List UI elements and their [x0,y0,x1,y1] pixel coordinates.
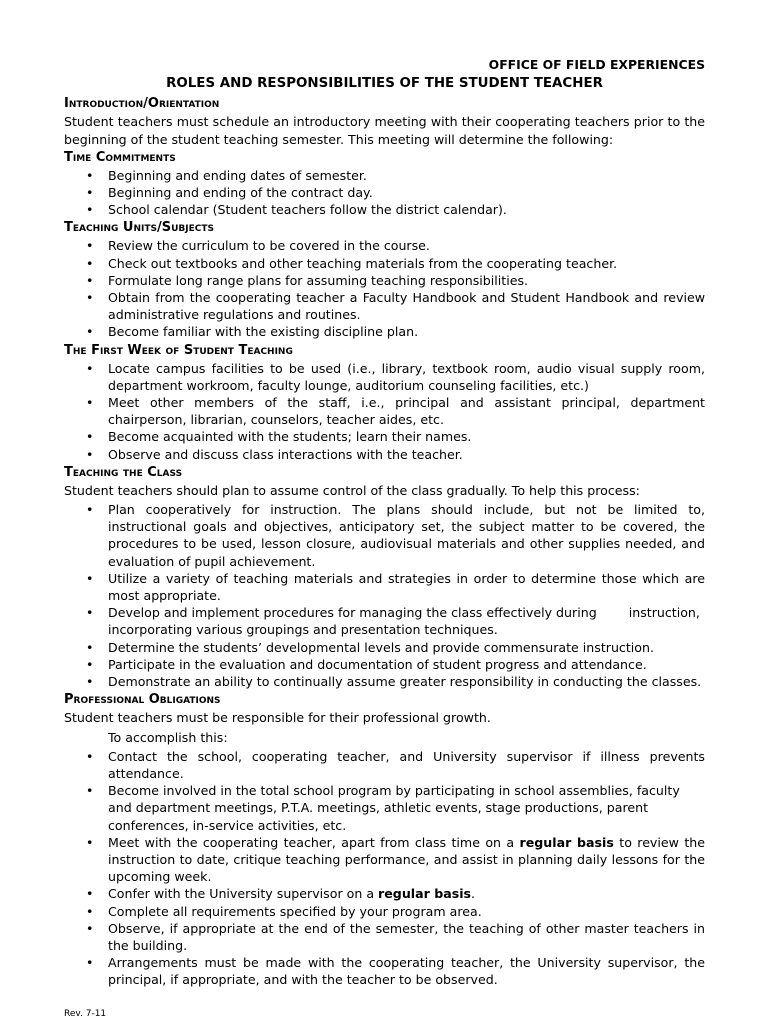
list-item: • Contact the school, cooperating teacher, and University supervisor if illness prevents attendance. [86,748,705,781]
bullet-icon: • [86,502,94,518]
teaching-units-list [64,237,705,340]
section-heading-time-commitments: Time Commitments [64,149,176,165]
list-item: • Meet with the cooperating teacher, apart from class time on a regular basis to review the instruction to date, critique teaching performance, and assist in planning daily lessons for the upcoming week. [86,834,705,885]
bullet-icon: • [86,748,94,764]
bullet-icon: • [86,903,94,919]
bullet-icon: • [86,272,94,288]
list-item: • Check out textbooks and other teaching materials from the cooperating teacher. [86,255,618,271]
office-heading: OFFICE OF FIELD EXPERIENCES [488,57,705,72]
bullet-icon: • [86,639,94,655]
list-item: • Develop and implement procedures for managing the class effectively during instruction, incorporating various groupings and presentation techniques. [86,605,700,638]
first-week-list [64,360,705,463]
bullet-icon: • [86,605,94,621]
list-item: • Beginning and ending dates of semester. [86,167,367,183]
list-item: • Determine the students’ developmental levels and provide commensurate instruction. [86,639,654,655]
list-item: • Become involved in the total school program by participating in school assemblies, faculty and department meetings, P.T.A. meetings, athletic events, stage productions, parent conferences, in-service activities, etc. [86,783,680,833]
section-heading-introduction: Introduction/Orientation [64,96,220,112]
bullet-icon: • [86,570,94,586]
bullet-icon: • [86,955,94,971]
teaching-class-intro: Student teachers should plan to assume control of the class gradually. To help this process: [64,482,640,498]
bullet-icon: • [86,429,94,445]
list-item: • Review the curriculum to be covered in the course. [86,238,430,254]
bullet-icon: • [86,290,94,306]
teaching-class-list [64,501,705,690]
list-item: • School calendar (Student teachers follow the district calendar). [86,202,507,218]
bullet-icon: • [86,360,94,376]
list-item: • Confer with the University supervisor on a regular basis. [86,886,476,902]
bullet-icon: • [86,446,94,462]
professional-intro-2: To accomplish this: [108,729,228,745]
list-item: • Become familiar with the existing discipline plan. [86,324,419,340]
list-item: • Demonstrate an ability to continually assume greater responsibility in conducting the classes. [86,674,702,690]
list-item: • Participate in the evaluation and documentation of student progress and attendance. [86,656,647,672]
list-item: • Complete all requirements specified by your program area. [86,903,482,919]
bullet-icon: • [86,185,94,201]
emphasis-regular-basis: regular basis [519,834,614,850]
bullet-icon: • [86,656,94,672]
bullet-icon: • [86,238,94,254]
list-item: • Locate campus facilities to be used (i.e., library, textbook room, audio visual supply room, department workroom, faculty lounge, auditorium counseling facilities, etc.) [86,360,705,393]
bullet-icon: • [86,167,94,183]
document-page [64,56,705,991]
list-item: • Arrangements must be made with the cooperating teacher, the University supervisor, the principal, if appropriate, and with the teacher to be observed. [86,955,705,988]
section-heading-teaching-units: Teaching Units/Subjects [64,220,214,236]
list-item: • Utilize a variety of teaching materials and strategies in order to determine those which are most appropriate. [86,570,705,604]
list-item: • Obtain from the cooperating teacher a Faculty Handbook and Student Handbook and review administrative regulations and routines. [86,290,705,323]
bullet-icon: • [86,834,94,850]
bullet-icon: • [86,783,94,799]
list-item: • Plan cooperatively for instruction. The plans should include, but not be limited to, instructional goals and objectives, anticipatory set, the subject matter to be covered, the procedures to be used, lesson closure, audiovisual materials and other supplies needed, and evaluation of pupil achievement. [86,502,705,569]
bullet-icon: • [86,886,94,902]
section-heading-professional: Professional Obligations [64,692,221,708]
list-item: • Become acquainted with the students; learn their names. [86,429,472,445]
page-title: ROLES AND RESPONSIBILITIES OF THE STUDENT TEACHER [166,76,603,92]
bullet-icon: • [86,395,94,411]
revision-footer: Rev. 7-11 [64,1009,107,1019]
bullet-icon: • [86,920,94,936]
professional-list [64,748,705,989]
bullet-icon: • [86,674,94,690]
time-commitments-list [64,167,705,219]
bullet-icon: • [86,202,94,218]
section-heading-teaching-class: Teaching the Class [64,464,183,480]
section-heading-first-week: The First Week of Student Teaching [64,342,293,358]
list-item: • Observe and discuss class interactions with the teacher. [86,446,463,462]
list-item: • Formulate long range plans for assuming teaching responsibilities. [86,272,529,288]
list-item: • Meet other members of the staff, i.e., principal and assistant principal, department chairperson, librarian, counselors, teacher aides, etc. [86,395,705,428]
list-item: • Beginning and ending of the contract day. [86,185,373,201]
professional-intro: Student teachers must be responsible for their professional growth. [64,710,491,726]
bullet-icon: • [86,255,94,271]
emphasis-regular-basis: regular basis [378,886,472,902]
intro-paragraph: Student teachers must schedule an introductory meeting with their cooperating teachers prior to the beginning of the student teaching semester. This meeting will determine the following: [64,114,705,147]
list-item: • Observe, if appropriate at the end of the semester, the teaching of other master teachers in the building. [86,920,705,953]
bullet-icon: • [86,324,94,340]
